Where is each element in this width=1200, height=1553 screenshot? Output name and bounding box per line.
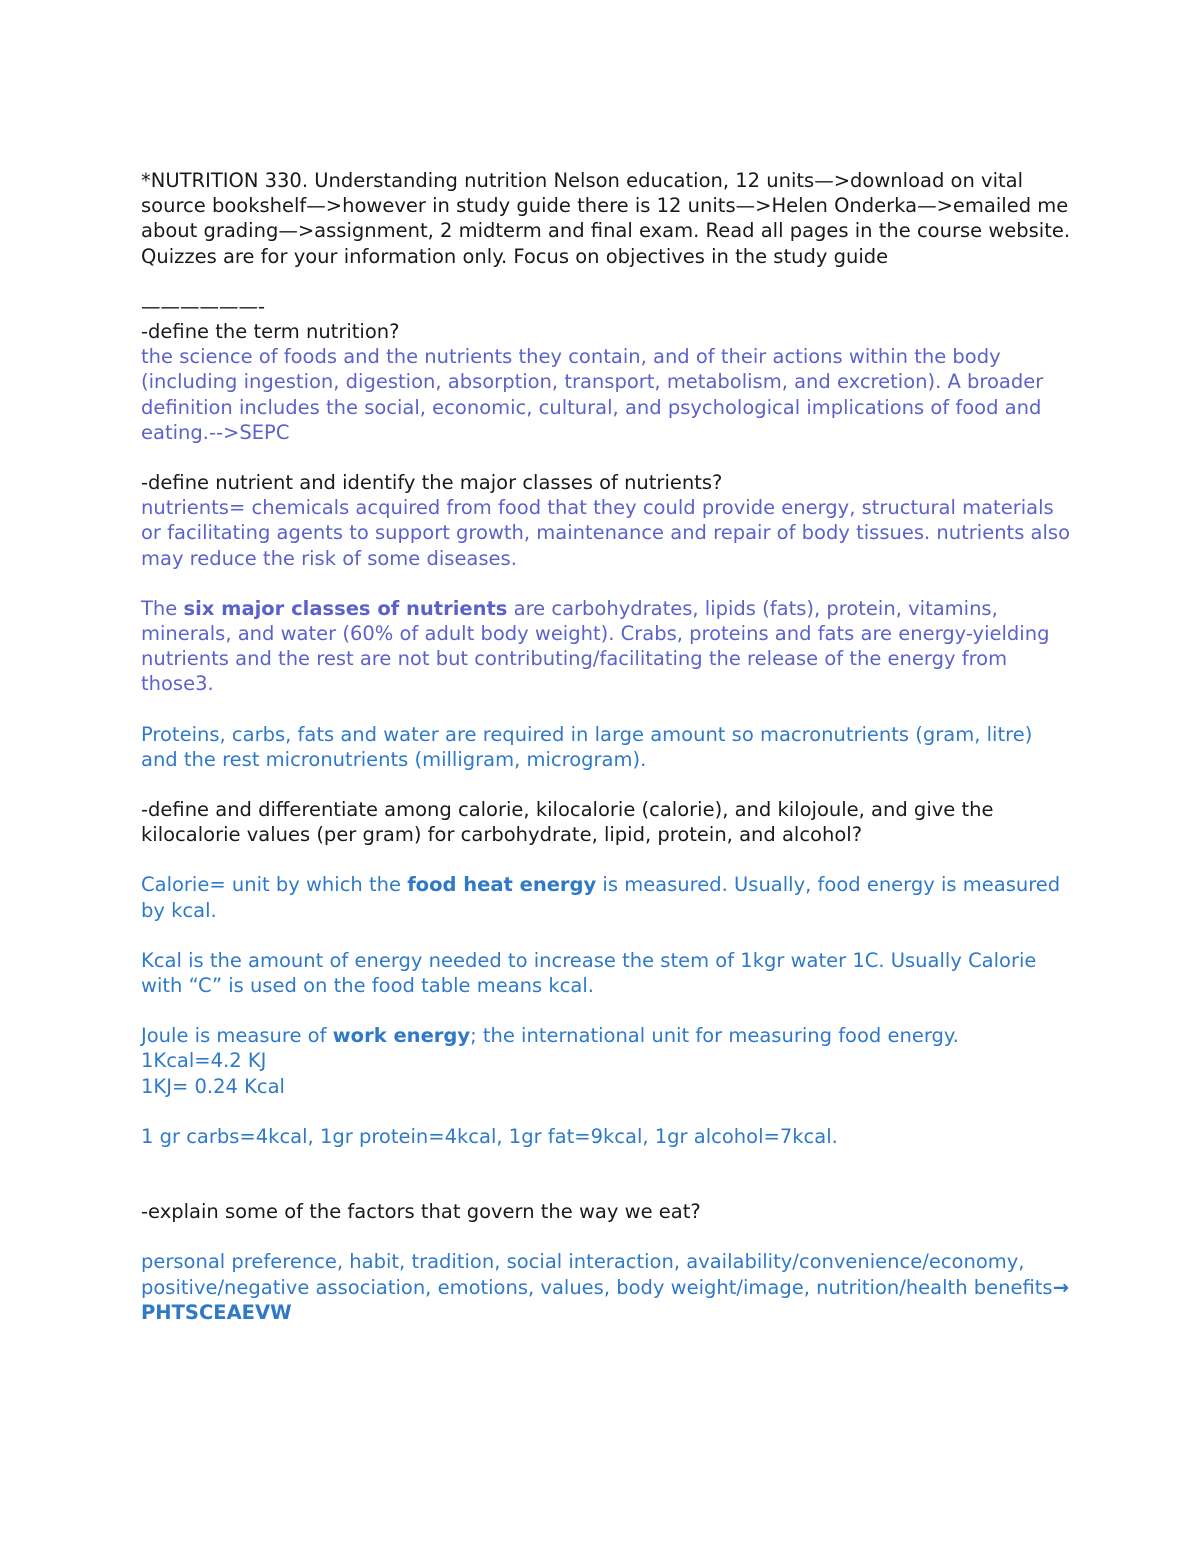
calorie-pre-text: Calorie= unit by which the [141,873,408,897]
joule-definition [141,1023,1071,1048]
intro-paragraph: *NUTRITION 330. Understanding nutrition Nelson education, 12 units—>download on vital source bookshelf—>however in study guide there is 12 units—>Helen Onderka—>emailed me about grading—>assignment, 2 midterm and final exam. Read all pages in the course website. Quizzes are for your information only. Focus on objectives in the study guide [141,169,1071,268]
factors-text: personal preference, habit, tradition, social interaction, availability/convenience/economy, positive/negative association, emotions, values, body weight/image, nutrition/health benefits [141,1250,1053,1299]
divider-line: ——————- [141,294,266,318]
macronutrients-paragraph: Proteins, carbs, fats and water are required in large amount so macronutrients (gram, litre) and the rest micronutrients (milligram, microgram). [141,722,1033,771]
question-nutrition: -define the term nutrition? [141,320,400,344]
conversion-kcal-to-kj: 1Kcal=4.2 KJ [141,1049,267,1073]
classes-post-text: are carbohydrates, lipids (fats), protein, vitamins, minerals, and water (60% of adult body weight). Crabs, proteins and fats are energy-yielding nutrients and the rest are not but contributing/facilitating the release of the energy from those3. [141,596,1050,696]
conversion-kj-to-kcal: 1KJ= 0.24 Kcal [141,1074,285,1098]
calorie-post-text: is measured. Usually, food energy is measured by kcal. [141,873,1061,922]
classes-bold-text: six major classes of nutrients [183,596,508,620]
question-calorie: -define and differentiate among calorie, kilocalorie (calorie), and kilojoule, and give the kilocalorie values (per gram) for carbohydrate, lipid, protein, and alcohol? [141,798,994,847]
classes-pre-text: The [141,596,184,620]
question-nutrient: -define nutrient and identify the major classes of nutrients? [141,471,723,495]
calorie-bold-text: food heat energy [407,873,597,897]
joule-post-text: ; the international unit for measuring food energy. [470,1024,959,1048]
nutrient-classes-paragraph [141,596,1071,697]
answer-nutrition: the science of foods and the nutrients they contain, and of their actions within the body (including ingestion, digestion, absorption, transport, metabolism, and excretion). A broader definition includes the social, economic, cultural, and psychological implications of food and eating.-->SEPC [141,345,1044,444]
document-body [141,168,1071,1325]
energy-values-per-gram: 1 gr carbs=4kcal, 1gr protein=4kcal, 1gr fat=9kcal, 1gr alcohol=7kcal. [141,1124,838,1148]
joule-pre-text: Joule is measure of [141,1024,333,1048]
factors-acronym: → PHTSCEAEVW [141,1275,1069,1324]
calorie-definition [141,872,1071,922]
answer-eating-factors [141,1249,1071,1325]
question-eating-factors: -explain some of the factors that govern the way we eat? [141,1200,701,1224]
answer-nutrient: nutrients= chemicals acquired from food that they could provide energy, structural materials or facilitating agents to support growth, maintenance and repair of body tissues. nutrients also may reduce the risk of some diseases. [141,496,1071,570]
joule-bold-text: work energy [332,1024,471,1048]
kcal-definition: Kcal is the amount of energy needed to increase the stem of 1kgr water 1C. Usually Calorie with “C” is used on the food table means kcal. [141,948,1037,998]
